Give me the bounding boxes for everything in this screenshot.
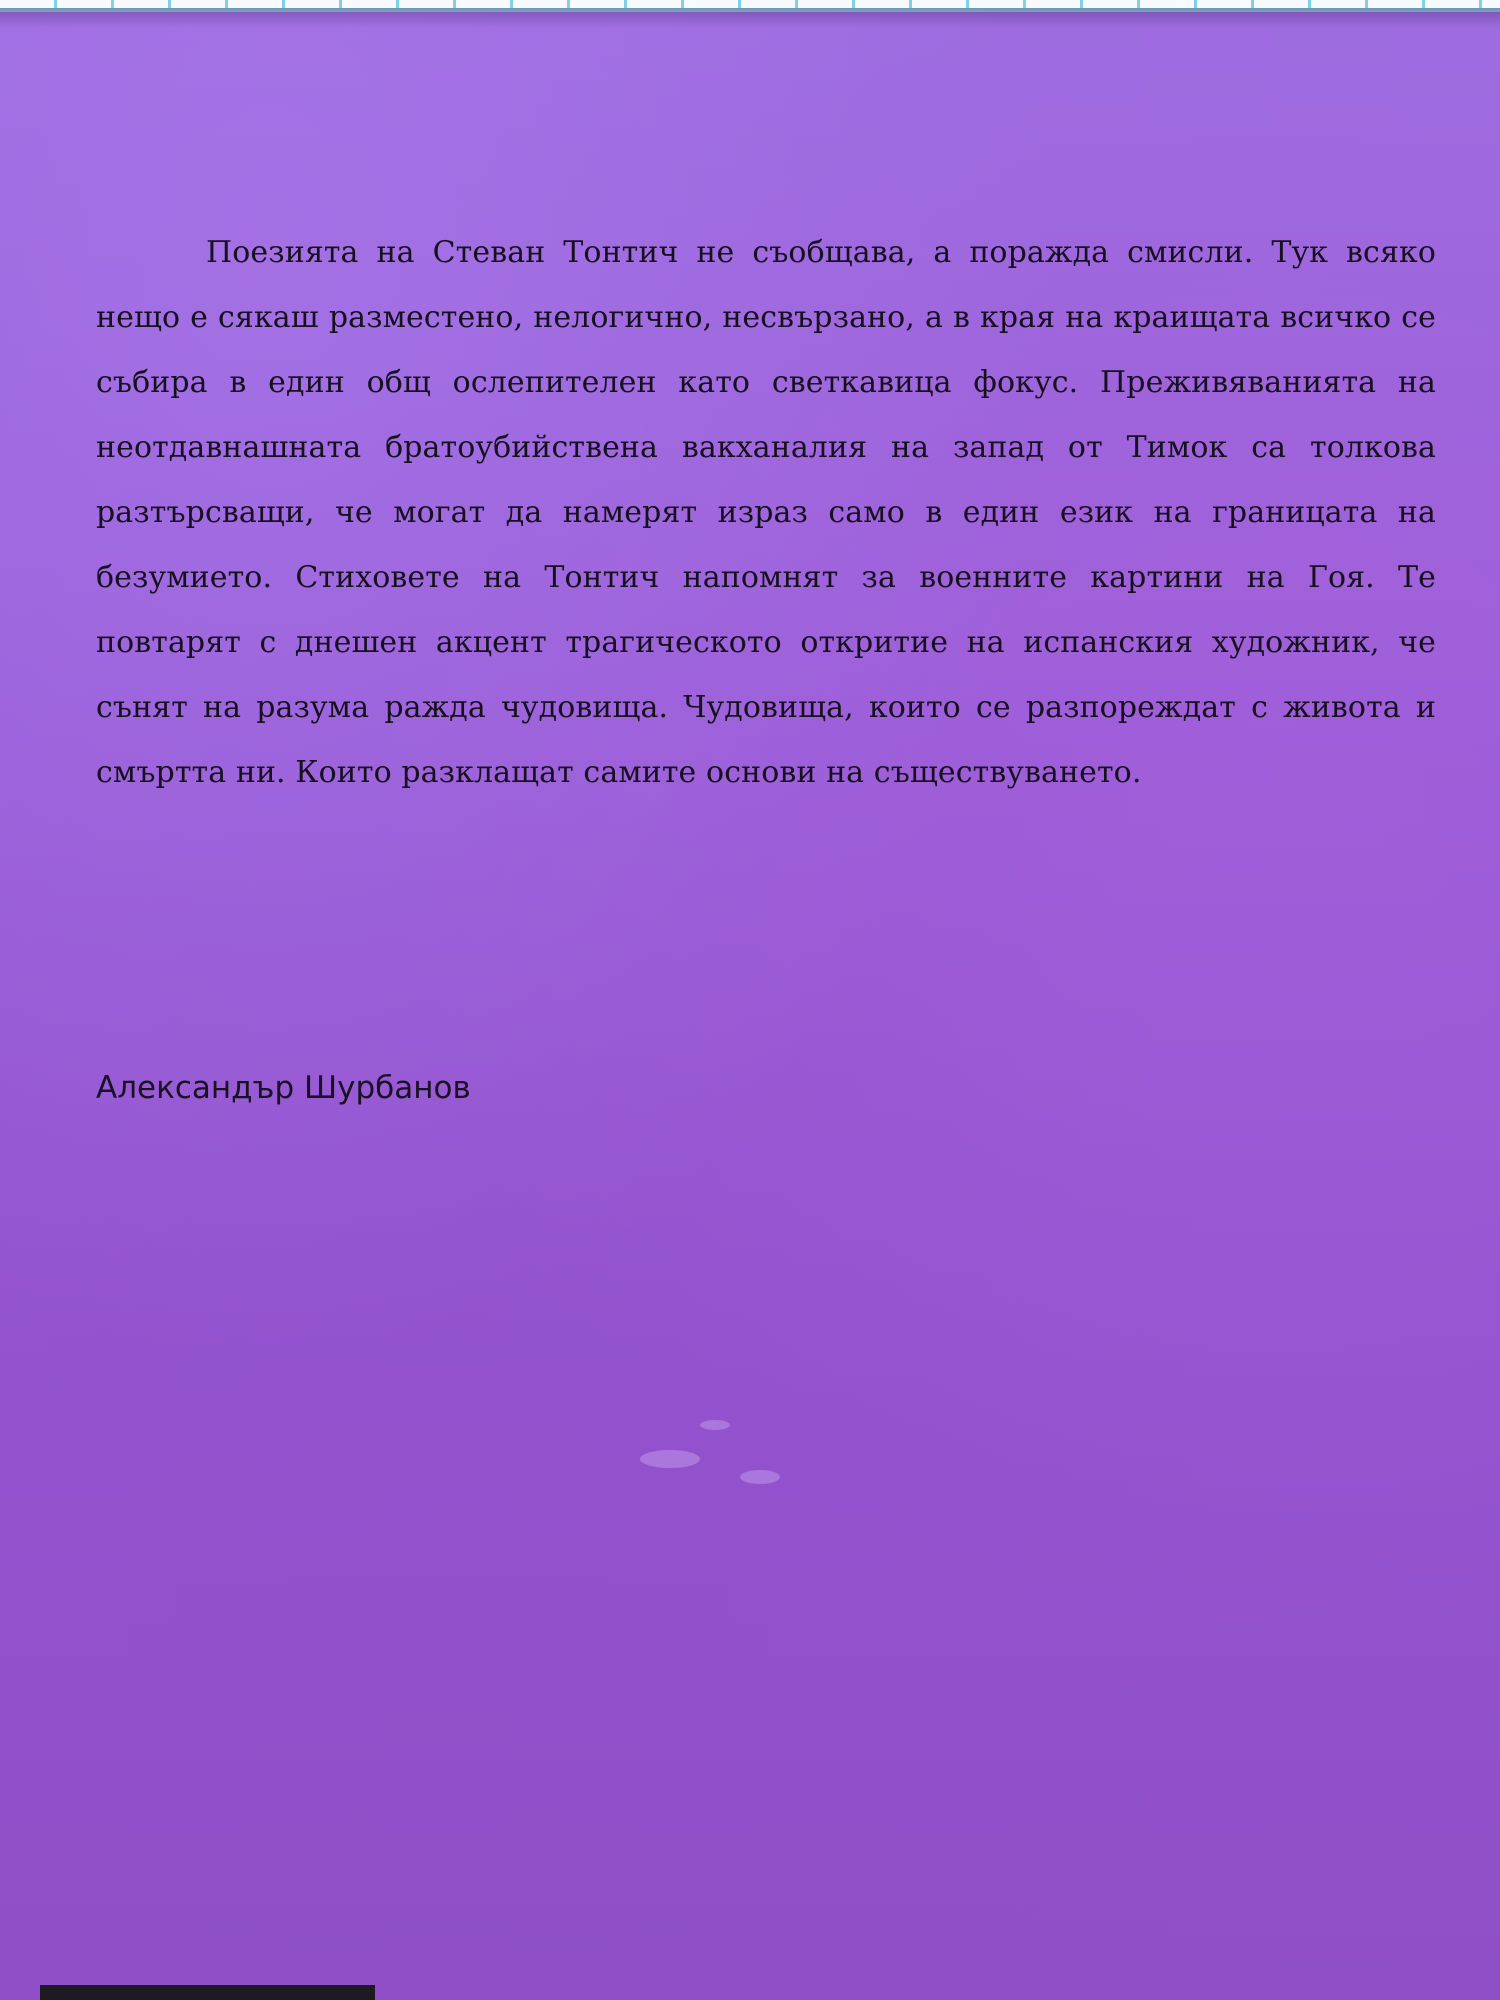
cover-scuff-mark (640, 1450, 700, 1468)
blurb-paragraph: Поезията на Стеван Тонтич не съобщава, а поражда смисли. Тук всяко нещо е сякаш разместено, нелогично, несвързано, а в края на краищата всичко се събира в един общ ослепителен като светкавица фокус. Преживяванията на неотдавнашната братоубийствена вакханалия на запад от Тимок са толкова разтърсващи, че могат да намерят израз само в един език на границата на безумието. Стиховете на Тонтич напомнят за военните картини на Гоя. Те повтарят с днешен акцент трагическото откритие на испанския художник, че сънят на разума ражда чудовища. Чудовища, които се разпореждат с живота и смъртта ни. Които разклащат самите основи на съществуването. (96, 235, 1436, 790)
barcode-strip (40, 1985, 375, 2000)
cover-scuff-mark (700, 1420, 730, 1430)
blurb-author: Александър Шурбанов (96, 1070, 471, 1106)
cover-edge-shadow (0, 8, 1500, 28)
cover-scuff-mark (740, 1470, 780, 1484)
